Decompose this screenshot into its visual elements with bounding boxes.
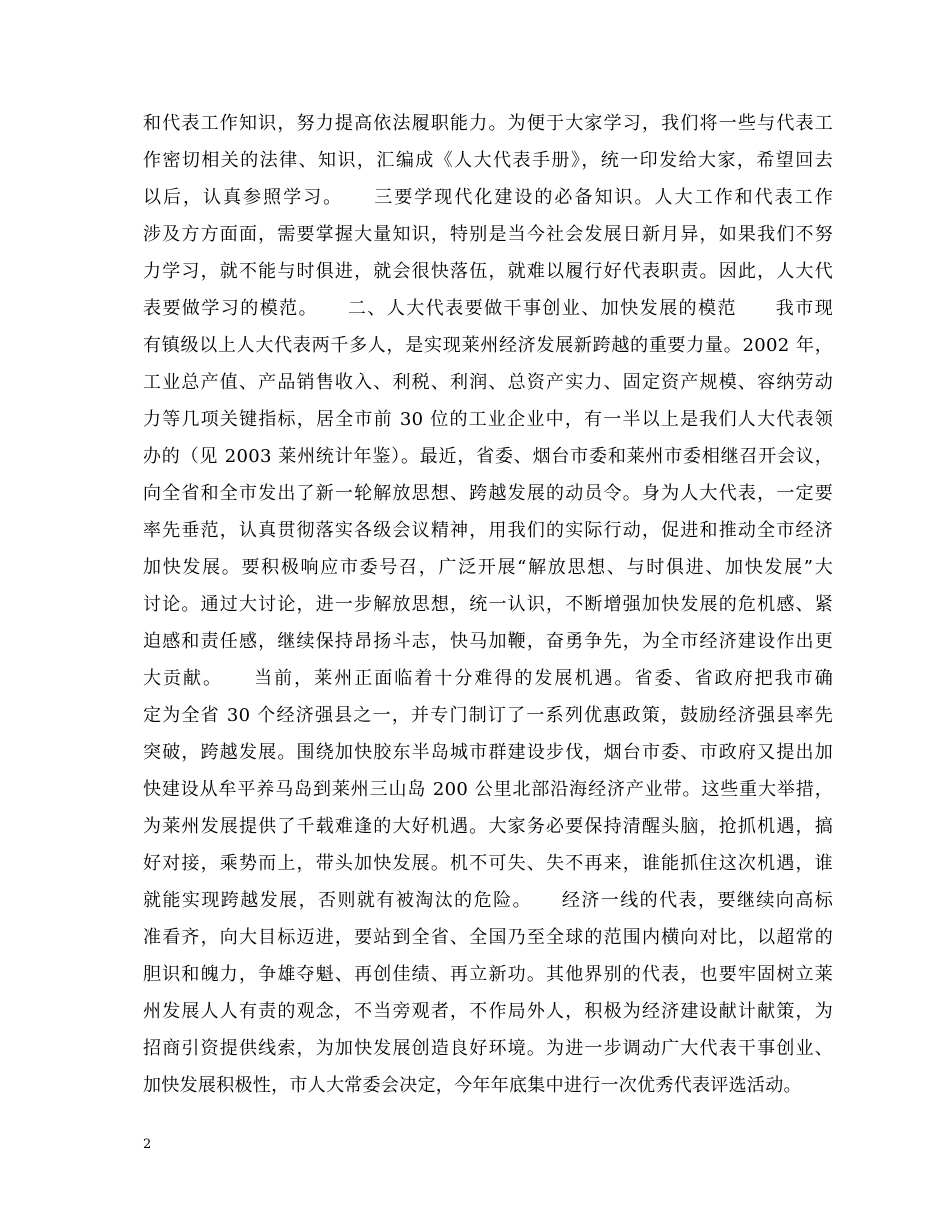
body-text bbox=[143, 105, 833, 1104]
text-line: 讨论。通过大讨论，进一步解放思想，统一认识，不断增强加快发展的危机感、紧 bbox=[143, 594, 833, 615]
text-line: 向全省和全市发出了新一轮解放思想、跨越发展的动员令。身为人大代表，一定要 bbox=[143, 483, 833, 504]
text-line: 加快发展。要积极响应市委号召，广泛开展“解放思想、与时俱进、加快发展”大 bbox=[143, 557, 833, 578]
text-line: 工业总产值、产品销售收入、利税、利润、总资产实力、固定资产规模、容纳劳动 bbox=[143, 372, 833, 393]
text-line: 作密切相关的法律、知识，汇编成《人大代表手册》，统一印发给大家，希望回去 bbox=[143, 150, 833, 171]
text-line: 有镇级以上人大代表两千多人，是实现莱州经济发展新跨越的重要力量。2002 年， bbox=[143, 335, 833, 356]
text-line: 定为全省 30 个经济强县之一，并专门制订了一系列优惠政策，鼓励经济强县率先 bbox=[143, 705, 833, 726]
text-line: 办的（见 2003 莱州统计年鉴）。最近，省委、烟台市委和莱州市委相继召开会议， bbox=[143, 446, 833, 467]
text-line: 州发展人人有责的观念，不当旁观者，不作局外人，积极为经济建设献计献策，为 bbox=[143, 1001, 833, 1022]
text-line: 力学习，就不能与时俱进，就会很快落伍，就难以履行好代表职责。因此，人大代 bbox=[143, 261, 833, 282]
text-line: 准看齐，向大目标迈进，要站到全省、全国乃至全球的范围内横向对比，以超常的 bbox=[143, 927, 833, 948]
text-line: 为莱州发展提供了千载难逢的大好机遇。大家务必要保持清醒头脑，抢抓机遇，搞 bbox=[143, 816, 833, 837]
text-line: 迫感和责任感，继续保持昂扬斗志，快马加鞭，奋勇争先，为全市经济建设作出更 bbox=[143, 631, 833, 652]
text-line: 就能实现跨越发展，否则就有被淘汰的危险。 经济一线的代表，要继续向高标 bbox=[143, 890, 833, 911]
page-number: 2 bbox=[143, 1137, 152, 1152]
text-line: 以后，认真参照学习。 三要学现代化建设的必备知识。人大工作和代表工作 bbox=[143, 187, 833, 208]
text-line: 招商引资提供线索，为加快发展创造良好环境。为进一步调动广大代表干事创业、 bbox=[143, 1038, 833, 1059]
text-line: 率先垂范，认真贯彻落实各级会议精神，用我们的实际行动，促进和推动全市经济 bbox=[143, 520, 833, 541]
text-line: 大贡献。 当前，莱州正面临着十分难得的发展机遇。省委、省政府把我市确 bbox=[143, 668, 833, 689]
text-line: 涉及方方面面，需要掌握大量知识，特别是当今社会发展日新月异，如果我们不努 bbox=[143, 224, 833, 245]
text-line: 快建设从牟平养马岛到莱州三山岛 200 公里北部沿海经济产业带。这些重大举措， bbox=[143, 779, 833, 800]
text-line: 和代表工作知识，努力提高依法履职能力。为便于大家学习，我们将一些与代表工 bbox=[143, 113, 833, 134]
text-line: 力等几项关键指标，居全市前 30 位的工业企业中，有一半以上是我们人大代表领 bbox=[143, 409, 833, 430]
text-line: 突破，跨越发展。围绕加快胶东半岛城市群建设步伐，烟台市委、市政府又提出加 bbox=[143, 742, 833, 763]
text-line: 胆识和魄力，争雄夺魁、再创佳绩、再立新功。其他界别的代表，也要牢固树立莱 bbox=[143, 964, 833, 985]
text-line: 好对接，乘势而上，带头加快发展。机不可失、失不再来，谁能抓住这次机遇，谁 bbox=[143, 853, 833, 874]
text-line: 加快发展积极性，市人大常委会决定，今年年底集中进行一次优秀代表评选活动。 bbox=[143, 1075, 802, 1096]
text-line: 表要做学习的模范。 二、人大代表要做干事创业、加快发展的模范 我市现 bbox=[143, 298, 833, 319]
